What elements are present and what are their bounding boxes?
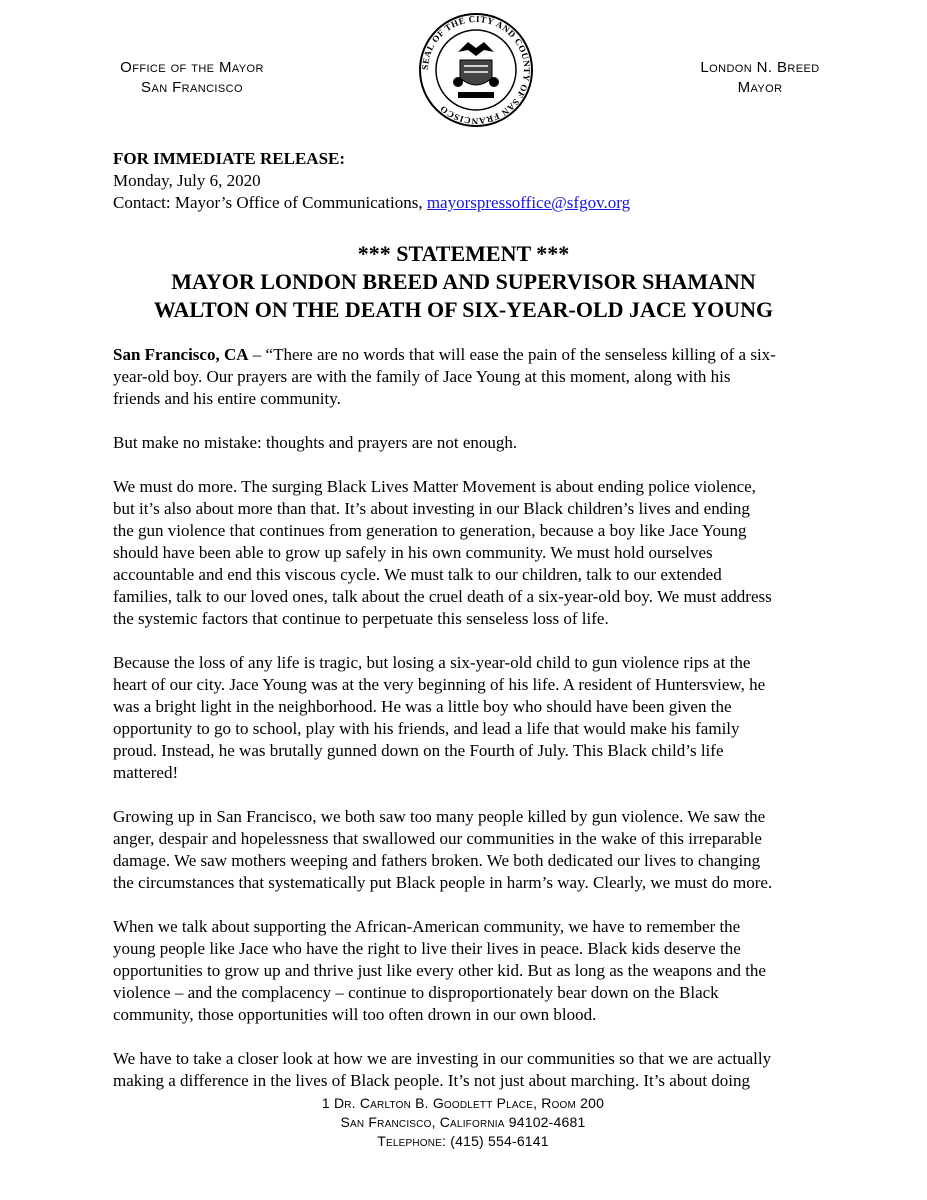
release-info (113, 148, 833, 214)
mayor-name: London N. Breed (700, 59, 820, 76)
paragraph-line: violence – and the complacency – continue to disproportionately bear down on the Black (113, 983, 719, 1002)
line-text: – “There are no words that will ease the pain of the senseless killing of a six- (248, 345, 776, 364)
paragraph-line: the systemic factors that continue to perpetuate this senseless loss of life. (113, 609, 609, 628)
paragraph-line: We must do more. The surging Black Lives Matter Movement is about ending police violence, (113, 477, 756, 496)
paragraph-line: When we talk about supporting the African-American community, we have to remember the (113, 917, 741, 936)
paragraph-line: proud. Instead, he was brutally gunned down on the Fourth of July. This Black child’s life (113, 741, 724, 760)
mayor-title: Mayor (737, 79, 783, 96)
headline-line-1: MAYOR LONDON BREED AND SUPERVISOR SHAMANN (171, 269, 756, 294)
paragraph-line: But make no mistake: thoughts and prayers are not enough. (113, 433, 518, 452)
city-seal-icon (418, 12, 534, 128)
paragraph-line: the gun violence that continues from generation to generation, because a boy like Jace Young (113, 521, 747, 540)
body-paragraph (113, 344, 835, 410)
paragraph-line: community, those opportunities will too often drown in our own blood. (113, 1005, 597, 1024)
paragraph-line (113, 344, 835, 366)
paragraph-line: opportunities to grow up and thrive just like every other kid. But as long as the weapons and the (113, 961, 766, 980)
address-city: San Francisco, California 94102-4681 (340, 1114, 586, 1130)
office-address (263, 1094, 663, 1151)
body-paragraph (113, 432, 835, 454)
paragraph-line: damage. We saw mothers weeping and fathers broken. We both dedicated our lives to changing (113, 851, 761, 870)
paragraph-line: year-old boy. Our prayers are with the family of Jace Young at this moment, along with his (113, 367, 731, 386)
office-city: San Francisco (141, 79, 243, 96)
paragraph-line: the circumstances that systematically put Black people in harm’s way. Clearly, we must do more. (113, 873, 773, 892)
body-paragraph (113, 806, 835, 894)
paragraph-line: should have been able to grow up safely in his own community. We must hold ourselves (113, 543, 713, 562)
paragraph-line: but it’s also about more than that. It’s about investing in our Black children’s lives and ending (113, 499, 750, 518)
paragraph-line: accountable and end this viscous cycle. We must talk to our children, talk to our extended (113, 565, 722, 584)
paragraph-line: mattered! (113, 763, 179, 782)
release-heading: FOR IMMEDIATE RELEASE: (113, 149, 346, 168)
paragraph-line: making a difference in the lives of Black people. It’s not just about marching. It’s about doing (113, 1071, 751, 1090)
paragraph-line: heart of our city. Jace Young was at the very beginning of his life. A resident of Huntersview, he (113, 675, 766, 694)
paragraph-line: young people like Jace who have the right to live their lives in peace. Black kids deserve the (113, 939, 741, 958)
paragraph-line: Growing up in San Francisco, we both saw too many people killed by gun violence. We saw the (113, 807, 766, 826)
paragraph-line: was a bright light in the neighborhood. He was a little boy who should have been given the (113, 697, 732, 716)
office-title: Office of the Mayor (120, 59, 264, 76)
paragraph-line: families, talk to our loved ones, talk about the cruel death of a six-year-old boy. We must address (113, 587, 772, 606)
paragraph-line: Because the loss of any life is tragic, but losing a six-year-old child to gun violence rips at the (113, 653, 751, 672)
headline-line-2: WALTON ON THE DEATH OF SIX-YEAR-OLD JACE YOUNG (153, 297, 774, 322)
paragraph-line: anger, despair and hopelessness that swallowed our communities in the wake of this irreparable (113, 829, 762, 848)
statement-title (90, 240, 837, 324)
contact-email-link[interactable]: mayorspressoffice@sfgov.org (426, 193, 631, 212)
paragraph-line: friends and his entire community. (113, 389, 341, 408)
release-contact (113, 192, 833, 214)
mayor-header (640, 58, 880, 98)
statement-body (113, 344, 835, 1114)
paragraph-line: We have to take a closer look at how we are investing in our communities so that we are actually (113, 1049, 772, 1068)
seal-text: SEAL OF THE CITY AND COUNTY OF SAN FRANCISCO (419, 13, 533, 127)
contact-label: Contact: Mayor’s Office of Communications, (113, 193, 427, 212)
address-street: 1 Dr. Carlton B. Goodlett Place, Room 200 (321, 1095, 605, 1111)
paragraph-line: opportunity to go to school, play with his friends, and lead a life that would make his family (113, 719, 740, 738)
body-paragraph (113, 916, 835, 1026)
office-header (82, 58, 302, 98)
dateline: San Francisco, CA (113, 345, 249, 364)
release-date: Monday, July 6, 2020 (113, 171, 261, 190)
address-phone: Telephone: (415) 554-6141 (377, 1133, 549, 1149)
statement-label: *** STATEMENT *** (357, 241, 570, 266)
body-paragraph (113, 476, 835, 630)
body-paragraph (113, 1048, 835, 1092)
body-paragraph (113, 652, 835, 784)
